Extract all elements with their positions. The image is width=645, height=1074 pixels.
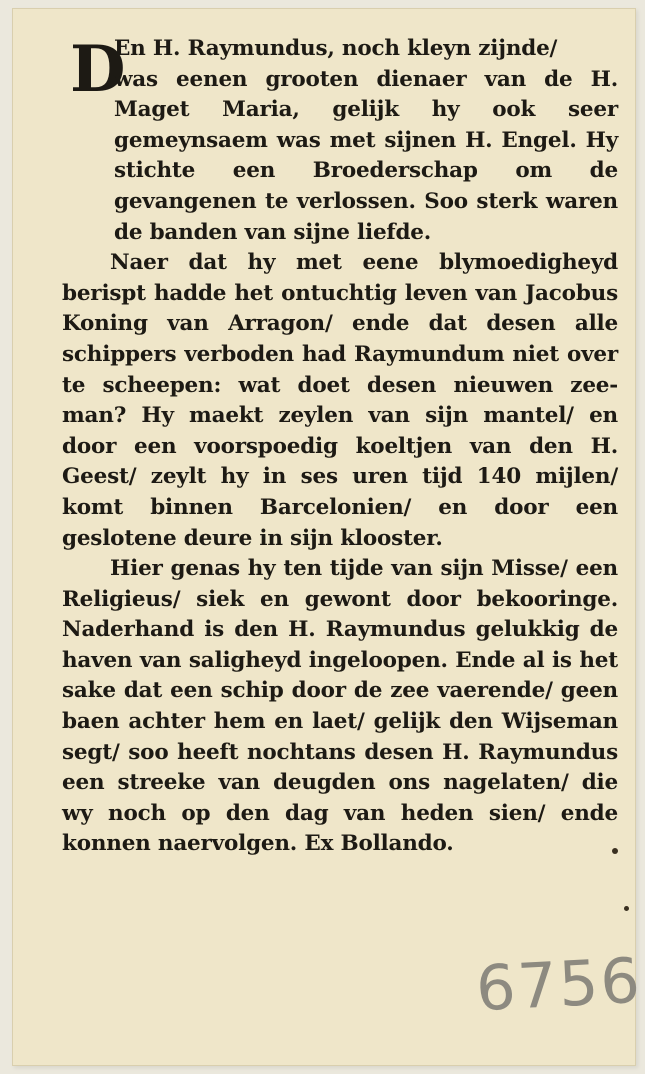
paragraph-1-first-line: En H. Raymundus, noch kleyn zijnde/ (114, 36, 558, 61)
paragraph-1-text: was eenen grooten dienaer van de H. Maget Maria, gelijk hy ook seer gemeynsaem was met sijnen H. Engel. Hy stichte een Broederschap om de gevangenen te verlossen. Soo sterk waren de banden van sijne liefde. (114, 66, 618, 245)
paragraph-1 (62, 34, 618, 248)
pencil-annotation: 6756 (474, 943, 644, 1026)
paragraph-3: Hier genas hy ten tijde van sijn Misse/ een Religieus/ siek en gewont door bekooringe. Naderhand is den H. Raymundus gelukkig de haven van saligheyd ingeloopen. Ende al is het sake dat een schip door de zee vaerende/ geen baen achter hem en laet/ gelijk den Wijseman segt/ soo heeft nochtans desen H. Raymundus een streeke van deugden ons nagelaten/ die wy noch op den dag van heden sien/ ende konnen naervolgen. Ex Bollando. (62, 556, 618, 857)
ink-speck (624, 906, 629, 911)
ink-speck (612, 848, 618, 854)
drop-cap: D (70, 32, 126, 107)
article-body (62, 34, 618, 860)
paragraph-2: Naer dat hy met eene blymoedigheyd berispt hadde het ontuchtig leven van Jacobus Koning van Arragon/ ende dat desen alle schippers verboden had Raymundum niet over te scheepen: wat doet desen nieuwen zee-man? Hy maekt zeylen van sijn mantel/ en door een voorspoedig koeltjen van den H. Geest/ zeylt hy in ses uren tijd 140 mijlen/ komt binnen Barcelonien/ en door een geslotene deure in sijn klooster. (62, 250, 618, 551)
